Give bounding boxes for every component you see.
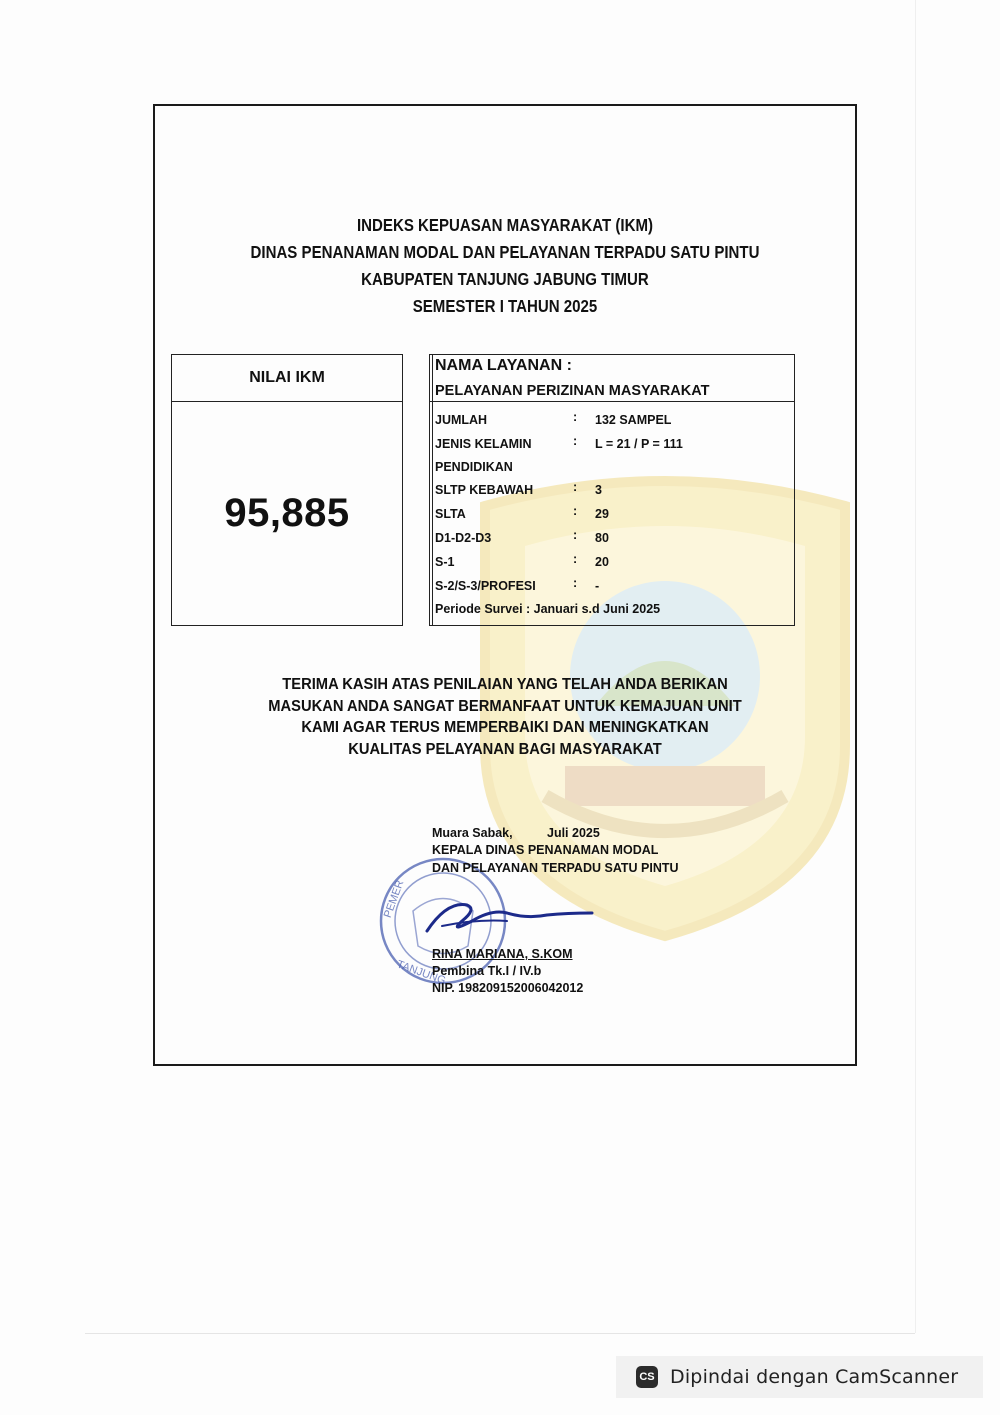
sign-position-1: KEPALA DINAS PENANAMAN MODAL — [432, 843, 659, 857]
stat-value: - — [595, 579, 600, 593]
stat-colon: : — [573, 576, 578, 590]
ikm-score-box — [171, 354, 403, 626]
stat-row-slta — [435, 504, 785, 527]
document-frame — [153, 104, 857, 1066]
stat-row-jenis-kelamin — [435, 434, 785, 457]
stat-colon: : — [573, 552, 578, 566]
service-header — [430, 355, 794, 402]
svg-text:PEMER: PEMER — [381, 878, 407, 920]
camscanner-text: Dipindai dengan CamScanner — [670, 1366, 959, 1388]
stat-row-pendidikan — [435, 460, 785, 480]
ikm-label: NILAI IKM — [172, 355, 402, 402]
title-line-2: DINAS PENANAMAN MODAL DAN PELAYANAN TERPADU SATU PINTU — [250, 242, 760, 262]
sign-place: Muara Sabak, — [432, 826, 513, 840]
signatory-name: RINA MARIANA, S.KOM — [432, 947, 573, 961]
stat-label: D1-D2-D3 — [435, 531, 492, 545]
stat-label: JUMLAH — [435, 413, 488, 427]
sign-place-date — [432, 826, 600, 840]
stat-row-diploma — [435, 528, 785, 551]
camscanner-watermark — [616, 1356, 983, 1398]
stat-value: 29 — [595, 507, 609, 521]
title-line-3: KABUPATEN TANJUNG JABUNG TIMUR — [361, 269, 649, 289]
signatory-rank: Pembina Tk.I / IV.b — [432, 964, 542, 978]
stat-row-sltp — [435, 480, 785, 503]
stat-label: JENIS KELAMIN — [435, 437, 532, 451]
stat-colon: : — [573, 480, 578, 494]
title-line-4: SEMESTER I TAHUN 2025 — [412, 296, 598, 316]
stat-label: S-1 — [435, 555, 455, 569]
thank-you-message — [155, 674, 855, 760]
stat-value: 132 SAMPEL — [595, 413, 672, 427]
title-line-1: INDEKS KEPUASAN MASYARAKAT (IKM) — [356, 215, 654, 235]
thanks-line-1: TERIMA KASIH ATAS PENILAIAN YANG TELAH ANDA BERIKAN — [282, 676, 728, 693]
document-title — [155, 212, 855, 320]
stat-label: SLTA — [435, 507, 466, 521]
stat-colon: : — [573, 410, 578, 424]
ikm-value: 95,885 — [224, 491, 350, 535]
handwritten-signature — [417, 891, 597, 946]
signatory-nip: NIP. 198209152006042012 — [432, 981, 584, 995]
thanks-line-4: KUALITAS PELAYANAN BAGI MASYARAKAT — [348, 740, 662, 758]
service-details-box — [429, 354, 795, 626]
stat-row-s1 — [435, 552, 785, 575]
sign-position-2: DAN PELAYANAN TERPADU SATU PINTU — [432, 861, 679, 875]
stat-label: SLTP KEBAWAH — [435, 483, 534, 497]
service-name: PELAYANAN PERIZINAN MASYARAKAT — [435, 383, 710, 399]
service-name-label: NAMA LAYANAN : — [435, 357, 572, 374]
stat-label: S-2/S-3/PROFESI — [435, 579, 536, 593]
sign-date: Juli 2025 — [547, 826, 600, 840]
stat-colon: : — [573, 528, 578, 542]
stat-row-jumlah — [435, 410, 785, 433]
stat-row-s2-s3-profesi — [435, 576, 785, 599]
stat-colon: : — [573, 434, 578, 448]
thanks-line-3: KAMI AGAR TERUS MEMPERBAIKI DAN MENINGKATKAN — [301, 719, 709, 736]
stat-value: L = 21 / P = 111 — [595, 437, 683, 451]
stat-label: PENDIDIKAN — [435, 460, 513, 474]
scan-edge-line — [85, 1333, 915, 1334]
camscanner-logo-icon: CS — [636, 1366, 658, 1388]
stat-value: 20 — [595, 555, 609, 569]
stat-value: 3 — [595, 483, 602, 497]
scan-edge-line-vertical — [915, 0, 916, 1333]
thanks-line-2: MASUKAN ANDA SANGAT BERMANFAAT UNTUK KEMAJUAN UNIT — [268, 697, 742, 715]
stat-value: 80 — [595, 531, 609, 545]
svg-text:TANJUNG: TANJUNG — [395, 958, 448, 988]
survey-period: Periode Survei : Januari s.d Juni 2025 — [435, 602, 661, 616]
stat-colon: : — [573, 504, 578, 518]
